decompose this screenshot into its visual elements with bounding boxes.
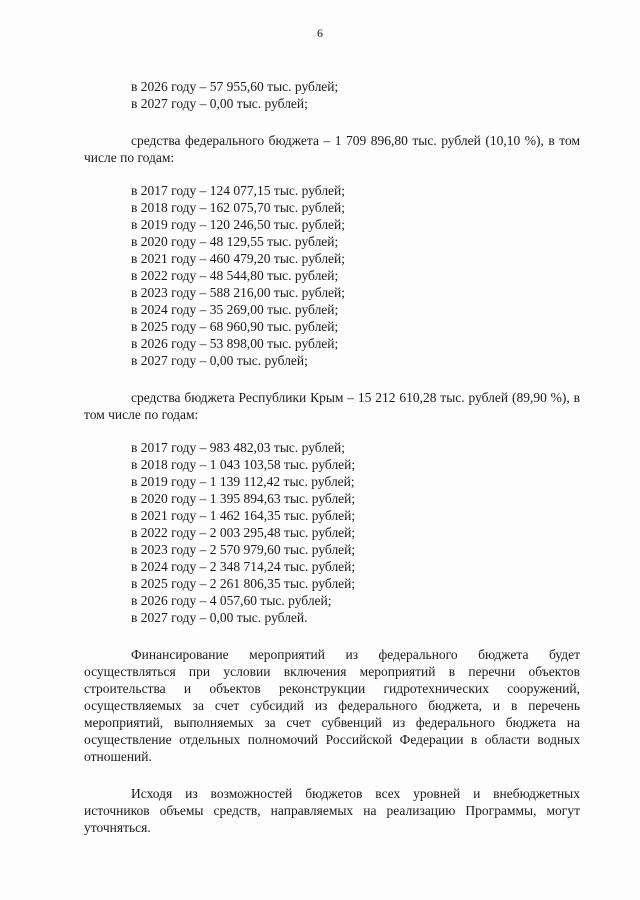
federal-year-list: [84, 182, 580, 369]
list-item: в 2023 году – 2 570 979,60 тыс. рублей;: [131, 542, 356, 557]
list-item: в 2026 году – 57 955,60 тыс. рублей;: [131, 79, 339, 94]
list-item: в 2019 году – 120 246,50 тыс. рублей;: [131, 217, 346, 232]
top-year-list: [84, 78, 580, 112]
list-item: в 2022 году – 48 544,80 тыс. рублей;: [131, 268, 339, 283]
list-item: в 2026 году – 4 057,60 тыс. рублей;: [131, 593, 332, 608]
list-item: в 2023 году – 588 216,00 тыс. рублей;: [131, 285, 346, 300]
financing-paragraph: Финансирование мероприятий из федерального бюджета будет осуществляться при условии включения мероприятий в перечни объектов строительства и объектов реконструкции гидротехнических сооружений, осуществляемых за счет субсидий из федерального бюджета, и в перечень мероприятий, выполняемых за счет субвенций из федерального бюджета на осуществление отдельных полномочий Российской Федерации в области водных отношений.: [84, 647, 580, 764]
list-item: в 2026 году – 53 898,00 тыс. рублей;: [131, 336, 339, 351]
list-item: в 2024 году – 2 348 714,24 тыс. рублей;: [131, 559, 356, 574]
list-item: в 2027 году – 0,00 тыс. рублей;: [131, 96, 308, 111]
list-item: в 2025 году – 2 261 806,35 тыс. рублей;: [131, 576, 356, 591]
document-body: [84, 78, 580, 836]
list-item: в 2020 году – 48 129,55 тыс. рублей;: [131, 234, 339, 249]
list-item: в 2018 году – 162 075,70 тыс. рублей;: [131, 200, 346, 215]
list-item: в 2025 году – 68 960,90 тыс. рублей;: [131, 319, 339, 334]
list-item: в 2018 году – 1 043 103,58 тыс. рублей;: [131, 457, 356, 472]
list-item: в 2017 году – 983 482,03 тыс. рублей;: [131, 440, 346, 455]
crimea-budget-intro: средства бюджета Республики Крым – 15 212 610,28 тыс. рублей (89,90 %), в том числе по годам:: [84, 390, 580, 422]
list-item: в 2022 году – 2 003 295,48 тыс. рублей;: [131, 525, 356, 540]
list-item: в 2017 году – 124 077,15 тыс. рублей;: [131, 183, 346, 198]
list-item: в 2024 году – 35 269,00 тыс. рублей;: [131, 302, 339, 317]
federal-budget-intro: средства федерального бюджета – 1 709 896,80 тыс. рублей (10,10 %), в том числе по годам:: [84, 133, 580, 165]
crimea-year-list: [84, 439, 580, 626]
list-item: в 2027 году – 0,00 тыс. рублей;: [131, 353, 308, 368]
list-item: в 2021 году – 460 479,20 тыс. рублей;: [131, 251, 346, 266]
list-item: в 2020 году – 1 395 894,63 тыс. рублей;: [131, 491, 356, 506]
list-item: в 2027 году – 0,00 тыс. рублей.: [131, 610, 308, 625]
list-item: в 2019 году – 1 139 112,42 тыс. рублей;: [131, 474, 355, 489]
closing-paragraph: Исходя из возможностей бюджетов всех уровней и внебюджетных источников объемы средств, направляемых на реализацию Программы, могут уточняться.: [84, 786, 580, 835]
list-item: в 2021 году – 1 462 164,35 тыс. рублей;: [131, 508, 356, 523]
page-number: 6: [317, 26, 323, 40]
